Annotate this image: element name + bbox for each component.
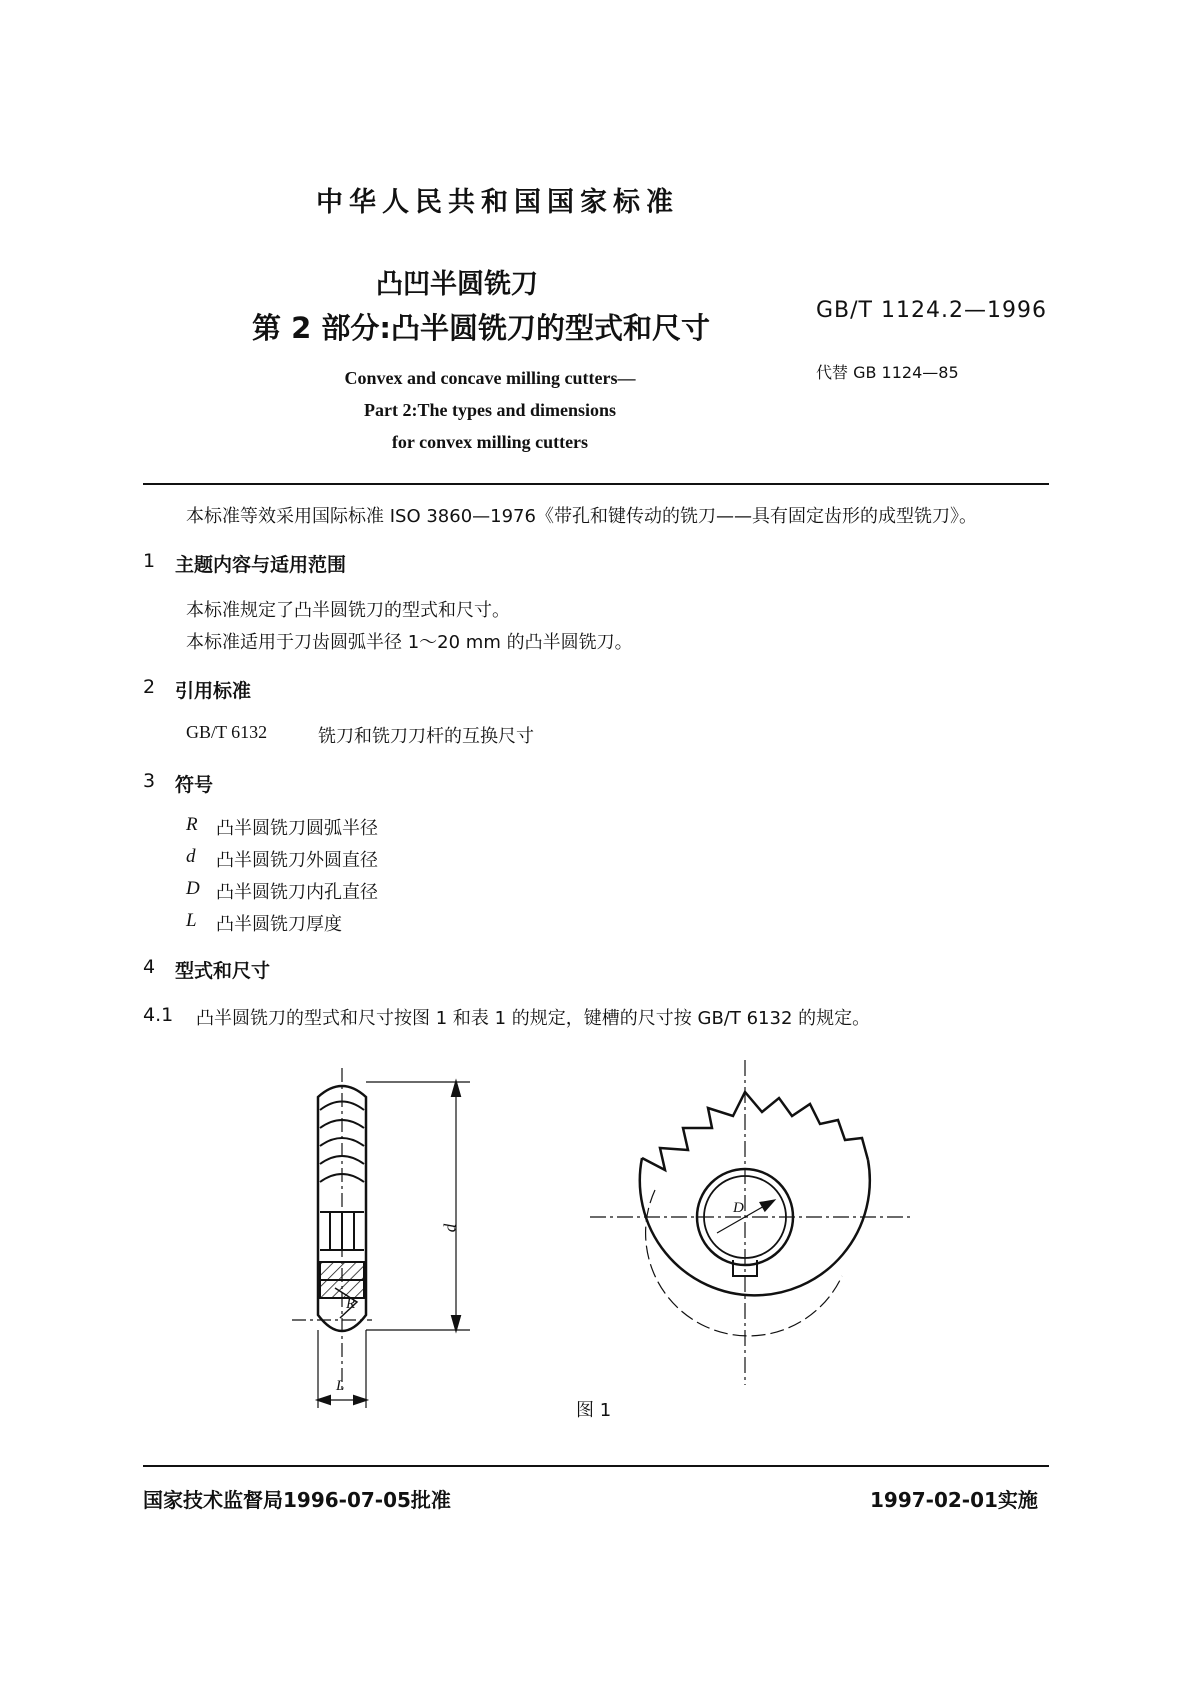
- symbol-R-desc: 凸半圆铣刀圆弧半径: [216, 818, 378, 839]
- section-4-title: 型式和尺寸: [175, 960, 271, 982]
- reference-title: 铣刀和铣刀刀杆的互换尺寸: [318, 726, 534, 747]
- label-d: d: [440, 1223, 460, 1233]
- english-title-line-1: Convex and concave milling cutters—: [344, 368, 636, 388]
- section-3-number: 3: [143, 770, 156, 792]
- title-line-1: 凸凹半圆铣刀: [376, 269, 538, 300]
- symbol-L-desc: 凸半圆铣刀厚度: [216, 914, 342, 935]
- section-1-title: 主题内容与适用范围: [175, 554, 347, 576]
- symbol-d-desc: 凸半圆铣刀外圆直径: [216, 850, 378, 871]
- side-view: [292, 1068, 470, 1408]
- title-line-2: 第 2 部分:凸半圆铣刀的型式和尺寸: [252, 311, 710, 345]
- subsection-4-1-number: 4.1: [143, 1004, 174, 1026]
- section-2-title: 引用标准: [175, 680, 252, 702]
- national-standard-heading: 中华人民共和国国家标准: [316, 187, 679, 218]
- label-R: R: [346, 1296, 356, 1312]
- intro-paragraph: 本标准等效采用国际标准 ISO 3860—1976《带孔和键传动的铣刀——具有固定齿形的成型铣刀》。: [186, 506, 977, 527]
- section-3-title: 符号: [175, 774, 214, 796]
- footer-divider: [143, 1465, 1049, 1467]
- section-1-line-1: 本标准规定了凸半圆铣刀的型式和尺寸。: [186, 600, 510, 621]
- front-view: [590, 1060, 910, 1385]
- section-1-line-2: 本标准适用于刀齿圆弧半径 1～20 mm 的凸半圆铣刀。: [186, 632, 633, 653]
- symbol-D-desc: 凸半圆铣刀内孔直径: [216, 882, 378, 903]
- standard-number: GB/T 1124.2—1996: [816, 298, 1047, 323]
- subsection-4-1-text: 凸半圆铣刀的型式和尺寸按图 1 和表 1 的规定，键槽的尺寸按 GB/T 6132 的规定。: [196, 1008, 871, 1029]
- english-title-line-2: Part 2:The types and dimensions: [363, 400, 617, 420]
- symbol-R: R: [186, 814, 198, 835]
- replaces-note: 代替 GB 1124—85: [816, 363, 959, 382]
- symbol-L: L: [186, 910, 197, 931]
- section-1-number: 1: [143, 550, 156, 572]
- label-L: L: [336, 1378, 345, 1394]
- figure-caption: 图 1: [576, 1400, 612, 1421]
- approval-date: 国家技术监督局1996-07-05批准: [143, 1488, 451, 1512]
- effective-date: 1997-02-01实施: [870, 1488, 1038, 1512]
- section-2-number: 2: [143, 676, 156, 698]
- symbol-D: D: [186, 878, 200, 899]
- reference-code: GB/T 6132: [186, 722, 268, 742]
- symbol-d: d: [186, 846, 196, 867]
- label-D: D: [733, 1200, 744, 1216]
- english-title-line-3: for convex milling cutters: [391, 432, 589, 452]
- section-4-number: 4: [143, 956, 156, 978]
